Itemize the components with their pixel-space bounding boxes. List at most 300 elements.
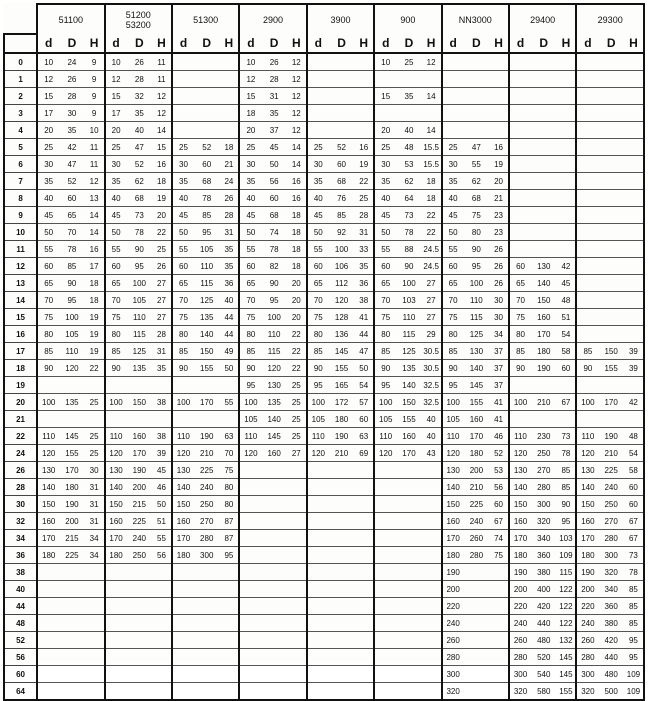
table-body (4, 53, 644, 700)
table-cell (172, 53, 194, 71)
table-cell: 130 (105, 462, 127, 479)
table-cell: 180 (329, 411, 354, 428)
table-cell: 95 (127, 258, 152, 275)
table-cell (105, 564, 127, 581)
table-cell: 35 (261, 105, 286, 122)
table-row (4, 292, 644, 309)
table-cell (329, 105, 354, 122)
table-cell: 200 (509, 581, 531, 598)
table-cell: 210 (531, 394, 556, 411)
table-cell (509, 224, 531, 241)
table-cell (354, 479, 374, 496)
table-cell (374, 71, 396, 88)
table-cell (261, 632, 286, 649)
table-cell: 110 (194, 258, 219, 275)
table-cell: 27 (152, 275, 172, 292)
table-row (4, 547, 644, 564)
table-cell: 125 (464, 326, 489, 343)
table-cell (219, 632, 239, 649)
table-cell (219, 564, 239, 581)
table-cell: 62 (127, 173, 152, 190)
table-cell: 172 (329, 394, 354, 411)
table-cell: 320 (509, 683, 531, 701)
table-cell: 160 (396, 428, 421, 445)
table-cell: 110 (576, 428, 598, 445)
table-row (4, 462, 644, 479)
table-cell (598, 173, 623, 190)
table-cell: 20 (37, 122, 59, 139)
table-cell: 100 (576, 394, 598, 411)
table-cell: 260 (464, 530, 489, 547)
table-cell: 90 (374, 360, 396, 377)
table-cell (354, 581, 374, 598)
row-index: 10 (4, 224, 37, 241)
table-cell: 45 (374, 207, 396, 224)
table-cell (576, 224, 598, 241)
table-cell (239, 513, 261, 530)
table-cell (374, 530, 396, 547)
table-cell (307, 496, 329, 513)
table-cell: 80 (442, 326, 464, 343)
table-cell: 320 (598, 564, 623, 581)
table-cell: 30 (37, 156, 59, 173)
table-cell: 52 (194, 139, 219, 156)
table-cell: 360 (598, 598, 623, 615)
table-cell: 55 (37, 241, 59, 258)
table-cell: 26 (261, 53, 286, 71)
table-cell (105, 615, 127, 632)
table-cell (239, 564, 261, 581)
table-cell: 60 (442, 258, 464, 275)
table-cell: 480 (598, 666, 623, 683)
table-cell: 106 (329, 258, 354, 275)
table-cell: 90 (396, 258, 421, 275)
table-cell: 35 (374, 173, 396, 190)
series-name: 51200 (125, 9, 151, 20)
table-cell: 18 (152, 173, 172, 190)
table-cell: 230 (531, 428, 556, 445)
table-row (4, 564, 644, 581)
table-row (4, 122, 644, 139)
table-cell (37, 377, 59, 394)
table-cell: 27 (152, 292, 172, 309)
table-cell: 35 (127, 105, 152, 122)
table-row (4, 428, 644, 445)
table-cell: 25 (354, 190, 374, 207)
table-cell: 180 (172, 547, 194, 564)
table-cell: 52 (329, 139, 354, 156)
table-cell: 39 (624, 360, 644, 377)
row-index: 48 (4, 615, 37, 632)
table-cell: 24.5 (422, 241, 442, 258)
table-cell: 90 (464, 241, 489, 258)
table-cell (598, 224, 623, 241)
table-cell: 170 (509, 530, 531, 547)
table-cell: 14 (287, 156, 307, 173)
table-cell: 15 (374, 88, 396, 105)
table-cell (531, 207, 556, 224)
table-cell: 54 (354, 377, 374, 394)
table-cell: 145 (556, 649, 576, 666)
table-cell (127, 666, 152, 683)
column-label: D (598, 34, 623, 53)
table-cell: 120 (329, 292, 354, 309)
series-header (105, 4, 172, 34)
table-cell: 50 (261, 156, 286, 173)
row-index: 15 (4, 309, 37, 326)
table-cell (85, 615, 105, 632)
table-cell: 30 (59, 105, 84, 122)
table-cell: 18 (219, 139, 239, 156)
table-cell (489, 564, 509, 581)
table-cell: 170 (442, 530, 464, 547)
table-cell: 70 (307, 292, 329, 309)
table-cell: 160 (127, 428, 152, 445)
table-cell (464, 564, 489, 581)
table-cell: 60 (105, 258, 127, 275)
table-cell: 170 (396, 445, 421, 462)
table-cell (509, 241, 531, 258)
row-index: 18 (4, 360, 37, 377)
table-cell (172, 88, 194, 105)
table-cell: 21 (219, 156, 239, 173)
table-row (4, 632, 644, 649)
table-cell (59, 683, 84, 701)
table-row (4, 530, 644, 547)
table-cell: 440 (531, 615, 556, 632)
table-cell (172, 649, 194, 666)
table-cell: 14 (287, 139, 307, 156)
column-label: D (396, 34, 421, 53)
table-cell: 35 (239, 173, 261, 190)
table-cell (422, 462, 442, 479)
table-cell: 70 (239, 292, 261, 309)
table-cell: 19 (489, 156, 509, 173)
table-cell: 19 (152, 190, 172, 207)
table-cell (85, 411, 105, 428)
table-cell (329, 530, 354, 547)
table-cell: 210 (464, 479, 489, 496)
table-cell (576, 105, 598, 122)
table-cell: 16 (287, 190, 307, 207)
table-cell: 73 (556, 428, 576, 445)
table-cell (354, 88, 374, 105)
table-cell (489, 632, 509, 649)
table-cell: 105 (374, 411, 396, 428)
table-cell: 105 (127, 292, 152, 309)
table-cell: 41 (489, 394, 509, 411)
table-cell: 155 (329, 360, 354, 377)
table-cell (422, 496, 442, 513)
table-cell (624, 53, 644, 71)
table-cell: 92 (329, 224, 354, 241)
table-cell: 85 (509, 343, 531, 360)
table-cell: 190 (576, 564, 598, 581)
table-cell: 56 (152, 547, 172, 564)
table-cell (576, 53, 598, 71)
table-cell (172, 615, 194, 632)
table-cell (354, 462, 374, 479)
table-cell: 56 (489, 479, 509, 496)
table-cell: 210 (194, 445, 219, 462)
table-cell: 37 (489, 360, 509, 377)
table-cell: 75 (239, 309, 261, 326)
table-cell (354, 547, 374, 564)
table-cell: 109 (556, 547, 576, 564)
table-cell: 9 (85, 53, 105, 71)
table-cell (329, 649, 354, 666)
table-cell (556, 241, 576, 258)
table-cell: 170 (464, 428, 489, 445)
table-cell (489, 53, 509, 71)
table-row (4, 326, 644, 343)
table-cell: 69 (354, 445, 374, 462)
table-cell: 120 (509, 445, 531, 462)
table-cell (152, 666, 172, 683)
table-cell: 130 (464, 343, 489, 360)
table-cell (329, 632, 354, 649)
table-cell (374, 564, 396, 581)
table-cell: 65 (509, 275, 531, 292)
table-cell (152, 649, 172, 666)
index-column-label (4, 34, 37, 53)
table-cell: 68 (329, 173, 354, 190)
table-cell (194, 411, 219, 428)
table-cell (624, 207, 644, 224)
table-cell: 220 (509, 598, 531, 615)
table-cell (307, 479, 329, 496)
table-cell: 100 (442, 394, 464, 411)
table-cell (85, 377, 105, 394)
table-cell (37, 581, 59, 598)
table-cell (172, 122, 194, 139)
table-cell: 24 (59, 53, 84, 71)
table-row (4, 343, 644, 360)
series-header (239, 4, 306, 34)
table-cell: 140 (442, 479, 464, 496)
table-cell: 57 (354, 394, 374, 411)
table-cell (261, 513, 286, 530)
row-index: 12 (4, 258, 37, 275)
table-cell (307, 547, 329, 564)
table-cell (531, 241, 556, 258)
table-cell: 115 (556, 564, 576, 581)
table-cell (422, 632, 442, 649)
table-cell: 31 (354, 224, 374, 241)
table-cell (85, 649, 105, 666)
table-cell: 80 (464, 224, 489, 241)
table-cell: 170 (598, 394, 623, 411)
table-cell (219, 122, 239, 139)
table-cell (576, 173, 598, 190)
row-index: 60 (4, 666, 37, 683)
table-cell (422, 71, 442, 88)
table-cell: 110 (127, 309, 152, 326)
table-cell (239, 598, 261, 615)
table-cell (576, 292, 598, 309)
table-cell (396, 632, 421, 649)
table-cell: 22 (422, 224, 442, 241)
table-cell (287, 496, 307, 513)
table-cell: 52 (489, 445, 509, 462)
table-cell (172, 666, 194, 683)
table-cell: 20 (105, 122, 127, 139)
row-index: 8 (4, 190, 37, 207)
table-cell: 27 (422, 292, 442, 309)
table-cell: 63 (354, 428, 374, 445)
table-cell: 100 (464, 275, 489, 292)
table-cell: 15 (152, 139, 172, 156)
table-cell: 28 (59, 88, 84, 105)
table-cell: 95 (624, 649, 644, 666)
table-cell (396, 71, 421, 88)
table-cell (261, 462, 286, 479)
table-cell (329, 71, 354, 88)
table-cell (172, 632, 194, 649)
table-cell: 11 (85, 139, 105, 156)
table-cell: 270 (531, 462, 556, 479)
table-cell (576, 258, 598, 275)
table-cell (219, 683, 239, 701)
table-cell: 180 (509, 547, 531, 564)
table-cell: 109 (624, 683, 644, 701)
table-cell: 34 (489, 326, 509, 343)
table-cell (624, 71, 644, 88)
table-cell (489, 683, 509, 701)
table-cell: 22 (85, 360, 105, 377)
column-label: d (172, 34, 194, 53)
table-cell: 20 (287, 275, 307, 292)
table-cell: 25 (287, 428, 307, 445)
table-cell: 155 (598, 360, 623, 377)
table-cell: 115 (194, 275, 219, 292)
table-cell: 85 (172, 343, 194, 360)
table-cell: 95 (307, 377, 329, 394)
table-cell: 37 (489, 343, 509, 360)
table-cell (307, 581, 329, 598)
table-cell (374, 632, 396, 649)
table-cell (152, 411, 172, 428)
table-cell: 100 (59, 309, 84, 326)
table-cell (287, 615, 307, 632)
table-cell (127, 649, 152, 666)
table-cell: 30 (374, 156, 396, 173)
table-cell: 50 (37, 224, 59, 241)
table-cell (37, 615, 59, 632)
table-cell (287, 683, 307, 701)
table-cell: 35 (396, 88, 421, 105)
table-cell (374, 615, 396, 632)
table-cell: 16 (287, 173, 307, 190)
table-cell (127, 598, 152, 615)
table-cell: 25 (85, 394, 105, 411)
table-cell (307, 88, 329, 105)
table-cell: 120 (37, 445, 59, 462)
table-cell: 62 (396, 173, 421, 190)
table-cell: 60 (261, 190, 286, 207)
table-cell (287, 462, 307, 479)
table-cell (531, 105, 556, 122)
table-cell: 180 (531, 343, 556, 360)
table-cell: 85 (329, 207, 354, 224)
column-label: H (152, 34, 172, 53)
table-cell (127, 377, 152, 394)
table-cell: 78 (624, 564, 644, 581)
table-cell: 33 (354, 241, 374, 258)
table-cell (489, 581, 509, 598)
table-cell (422, 598, 442, 615)
table-cell (194, 88, 219, 105)
table-cell: 60 (239, 258, 261, 275)
table-cell: 135 (59, 394, 84, 411)
table-cell (37, 564, 59, 581)
table-cell (85, 598, 105, 615)
table-cell (598, 122, 623, 139)
table-cell (152, 598, 172, 615)
table-cell: 52 (127, 156, 152, 173)
table-cell: 150 (37, 496, 59, 513)
table-cell: 30 (105, 156, 127, 173)
table-row (4, 88, 644, 105)
table-cell: 32.5 (422, 377, 442, 394)
table-cell: 54 (624, 445, 644, 462)
table-cell: 65 (239, 275, 261, 292)
table-cell (354, 530, 374, 547)
table-cell (105, 632, 127, 649)
table-cell: 100 (396, 275, 421, 292)
table-cell: 80 (105, 326, 127, 343)
table-cell: 44 (219, 309, 239, 326)
table-cell: 130 (531, 258, 556, 275)
table-cell: 30.5 (422, 343, 442, 360)
table-cell (219, 581, 239, 598)
table-cell: 55 (239, 241, 261, 258)
row-index: 28 (4, 479, 37, 496)
table-cell (354, 105, 374, 122)
table-cell: 9 (85, 105, 105, 122)
series-name: 2900 (263, 14, 284, 25)
table-cell: 25 (396, 53, 421, 71)
table-cell: 580 (531, 683, 556, 701)
table-cell: 38 (152, 394, 172, 411)
table-cell: 100 (105, 394, 127, 411)
table-cell: 90 (37, 360, 59, 377)
table-cell: 11 (85, 156, 105, 173)
table-cell: 38 (152, 428, 172, 445)
table-cell (127, 632, 152, 649)
table-cell: 78 (194, 190, 219, 207)
table-cell: 300 (509, 666, 531, 683)
table-cell (354, 649, 374, 666)
table-cell (396, 683, 421, 701)
table-cell (464, 666, 489, 683)
table-cell: 85 (59, 258, 84, 275)
table-cell (127, 683, 152, 701)
table-row (4, 496, 644, 513)
row-index: 26 (4, 462, 37, 479)
table-cell: 155 (59, 445, 84, 462)
table-cell: 250 (127, 547, 152, 564)
table-cell: 55 (152, 530, 172, 547)
table-cell: 100 (239, 394, 261, 411)
table-cell: 140 (172, 479, 194, 496)
table-cell: 30 (489, 292, 509, 309)
table-cell (624, 139, 644, 156)
table-cell: 40 (239, 190, 261, 207)
table-cell: 15 (37, 88, 59, 105)
table-cell (59, 377, 84, 394)
table-cell (105, 581, 127, 598)
